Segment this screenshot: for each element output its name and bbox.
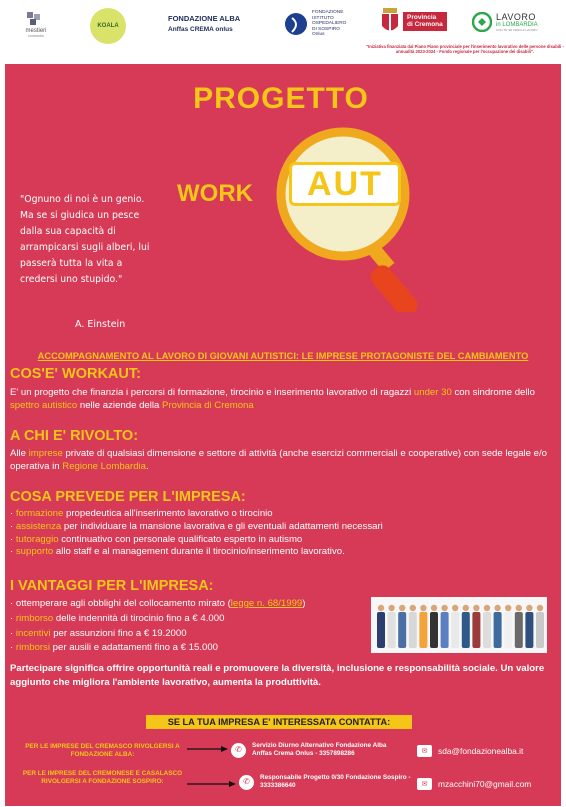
mail-icon: ✉: [417, 745, 432, 757]
section3-list: [10, 508, 555, 559]
contact1-label: PER LE IMPRESE DEL CREMASCO RIVOLGERSI A FONDAZIONE ALBA:: [25, 743, 180, 758]
contact1-email[interactable]: [417, 745, 523, 757]
item-text: allo staff e al management durante il tirocinio/inserimento lavorativo.: [53, 546, 345, 558]
s1-highlight-provincia: Provincia di Cremona: [162, 400, 254, 411]
section4-list: [10, 598, 370, 655]
s1-text-b: con sindrome dello: [451, 387, 535, 398]
list-item: · formazione propedeutica all'inserimento lavorativo o tirocinio: [10, 508, 273, 519]
list-item: · assistenza per individuare la mansione lavorativa e gli eventuali adattamenti necessari: [10, 520, 383, 532]
lavoro-icon: [472, 12, 492, 32]
contact2-email-text[interactable]: mzacchini70@gmail.com: [438, 779, 532, 789]
section3-heading: COSA PREVEDE PER L'IMPRESA:: [10, 489, 246, 505]
item-text: ): [302, 598, 306, 609]
aut-box: AUT: [289, 162, 401, 206]
sospiro-line5: Onlus: [312, 32, 325, 38]
item-text: per assunzioni fino a € 19.2000: [50, 627, 187, 639]
poster-subtitle: ACCOMPAGNAMENTO AL LAVORO DI GIOVANI AUTISTICI: LE IMPRESE PROTAGONISTE DEL CAMBIAMENTO: [37, 351, 529, 361]
section2-text: [10, 447, 555, 473]
s1-text-c: nelle aziende della: [77, 400, 163, 411]
item-text: delle indennità di tirocinio fino a € 4.000: [53, 612, 225, 624]
s2-text-c: .: [146, 461, 149, 472]
lavoro-line2: in LOMBARDIA: [496, 22, 538, 28]
lavoro-tag: CON TE SE CERCHI LAVORO: [496, 28, 538, 32]
mestieri-tag: lombardia: [28, 34, 44, 38]
list-item: · ottemperare agli obblighi del collocamento mirato (legge n. 68/1999): [10, 598, 306, 609]
item-text: propedeutica all'inserimento lavorativo o tirocinio: [63, 508, 273, 519]
poster: [5, 64, 561, 806]
contact1-email-text[interactable]: sda@fondazionealba.it: [438, 746, 524, 756]
item-highlight: supporto: [15, 546, 54, 558]
mestieri-name: mestieri: [25, 28, 47, 34]
provincia-line2: di Cremona: [407, 21, 443, 28]
s2-highlight-imprese: imprese: [28, 448, 63, 459]
koala-logo: [90, 8, 126, 44]
legge-link: legge n. 68/1999: [230, 598, 303, 609]
contact2-person: [239, 774, 419, 790]
s2-text-a: Alle: [10, 448, 29, 459]
coat-of-arms-icon: [380, 6, 400, 36]
provincia-line1: Provincia: [407, 13, 437, 21]
item-highlight: assistenza: [15, 520, 62, 532]
sospiro-line3: OSPEDALIERO: [312, 21, 347, 27]
item-text: per ausili e adattamenti fino a € 15.000: [50, 642, 219, 654]
s2-text-b: private di qualsiasi dimensione e settore di attività (anche esercizi commerciali e cooperative) con sede legale e/o operativa in: [10, 448, 547, 472]
work-word: WORK: [177, 180, 253, 207]
item-highlight: rimborsi: [15, 642, 50, 654]
list-item: · tutoraggio continuativo con personale qualificato esperto in autismo: [10, 533, 303, 545]
contact2-email[interactable]: [417, 778, 531, 790]
mestieri-icon: [25, 10, 47, 28]
item-highlight: rimborso: [15, 612, 54, 624]
lavoro-lombardia-logo: [472, 12, 538, 32]
contact1-person-text: Servizio Diurno Alternativo Fondazione Alba Anffas Crema Onlus - 3357898286: [252, 742, 387, 757]
workers-photo: [371, 597, 547, 653]
closing-statement: Partecipare significa offrire opportunità reali e promuovere la diversità, inclusione e responsabilità sociale. Un valore aggiunto che migliora l'ambiente lavorativo, aumenta la produttività.: [10, 663, 545, 688]
s2-highlight-regione: Regione Lombardia: [62, 461, 147, 472]
sospiro-line1: FONDAZIONE: [312, 10, 344, 16]
funding-note: "Iniziativa finanziata dal Piano Piano provinciale per l'inserimento lavorativo delle persone disabili - annualità 2023-2024 - Fondo regionale per l'occupazione dei disabili".: [366, 44, 564, 54]
contact2-label: PER LE IMPRESE DEL CREMONESE E CASALASCO RIVOLGERSI A FONDAZIONE SOSPIRO:: [22, 770, 183, 785]
section1-text: [10, 386, 555, 412]
provincia-logo: [380, 6, 447, 36]
contact-banner: SE LA TUA IMPRESA E' INTERESSATA CONTATTA:: [146, 715, 412, 729]
header-logos: [0, 0, 566, 64]
sospiro-icon: [284, 10, 308, 38]
section1-heading: COS'E' WORKAUT:: [10, 366, 141, 382]
sospiro-line4: DI SOSPIRO: [312, 26, 340, 32]
alba-logo: [168, 14, 240, 33]
section2-heading: A CHI E' RIVOLTO:: [10, 428, 139, 444]
sospiro-logo: [284, 10, 346, 38]
arrow-right-icon: [187, 780, 237, 788]
item-text: continuativo con personale qualificato esperto in autismo: [58, 533, 303, 545]
contact2-person-text: Responsabile Progetto 0/30 Fondazione Sospiro - 3333386640: [260, 774, 411, 789]
item-highlight: incentivi: [15, 627, 51, 639]
mail-icon: ✉: [417, 778, 432, 790]
sospiro-line2: ISTITUTO: [312, 15, 334, 21]
item-text: per individuare la mansione lavorativa e gli eventuali adattamenti necessari: [61, 520, 383, 532]
arrow-right-icon: [187, 745, 229, 753]
quote-author: A. Einstein: [75, 319, 126, 330]
lavoro-line1: LAVORO: [496, 12, 536, 22]
list-item: · supporto allo staff e al management durante il tirocinio/inserimento lavorativo.: [10, 546, 345, 558]
s1-highlight-under30: under 30: [413, 387, 452, 398]
einstein-quote: "Ognuno di noi è un genio. Ma se si giudica un pesce dalla sua capacità di arrampicarsi sugli alberi, lui passerà tutta la vita a credersi uno stupido.": [20, 194, 150, 285]
alba-line1: FONDAZIONE ALBA: [168, 14, 241, 23]
list-item: · rimborso delle indennità di tirocinio fino a € 4.000: [10, 612, 225, 624]
poster-title: PROGETTO: [193, 82, 369, 115]
s1-highlight-spettro: spettro autistico: [10, 400, 78, 411]
list-item: · incentivi per assunzioni fino a € 19.2000: [10, 627, 187, 639]
phone-icon: ✆: [231, 743, 246, 758]
list-item: · rimborsi per ausili e adattamenti fino a € 15.000: [10, 642, 219, 654]
mestieri-logo: [14, 10, 58, 44]
magnifying-glass-icon: [275, 122, 435, 312]
s1-text-a: E' un progetto che finanzia i percorsi di formazione, tirocinio e inserimento lavorativo di ragazzi: [10, 387, 414, 398]
contact1-person: [231, 742, 399, 758]
item-text: ottemperare agli obblighi del collocamento mirato (: [15, 598, 231, 609]
phone-icon: ✆: [239, 775, 254, 790]
item-highlight: formazione: [15, 508, 64, 519]
koala-name: KOALA: [97, 23, 119, 29]
item-highlight: tutoraggio: [15, 533, 59, 545]
alba-line2: Anffas CREMA onlus: [168, 26, 233, 33]
section4-heading: I VANTAGGI PER L'IMPRESA:: [10, 578, 214, 594]
